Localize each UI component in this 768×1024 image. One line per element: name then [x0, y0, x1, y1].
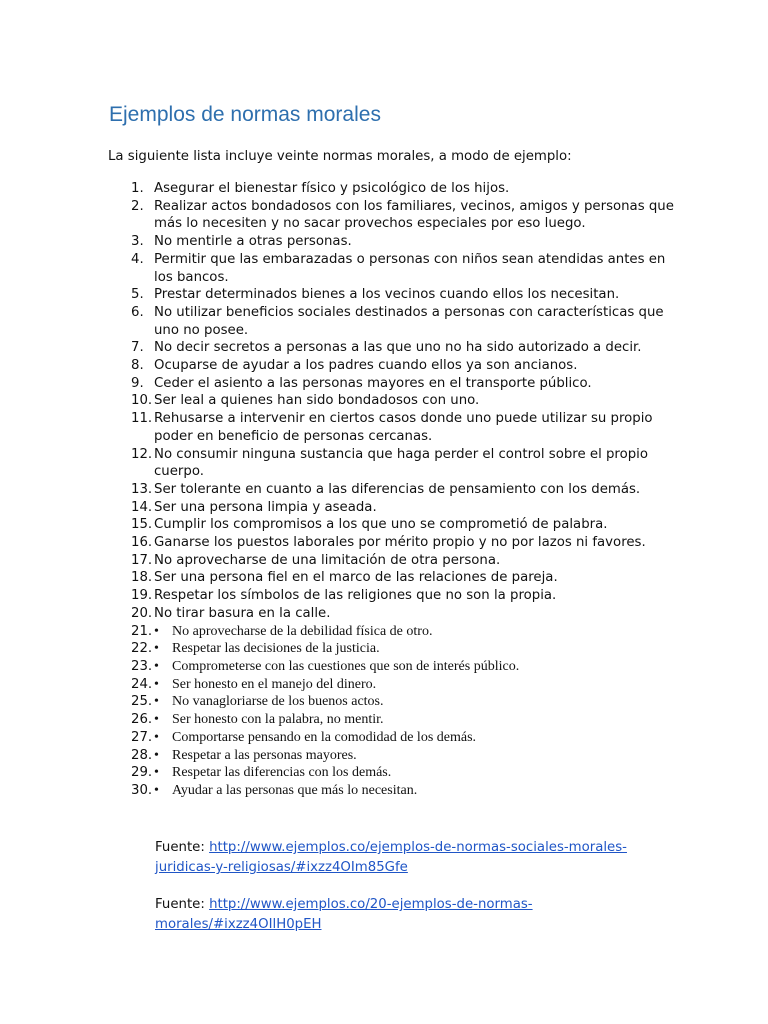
item-number: 4. [131, 251, 144, 267]
item-number: 13. [131, 481, 153, 497]
item-text: Permitir que las embarazadas o personas con niños sean atendidas antes en los bancos. [154, 251, 666, 285]
item-number: 5. [131, 287, 144, 303]
list-item [0, 676, 768, 694]
item-text: Ser una persona limpia y aseada. [154, 499, 377, 515]
bullet-icon: • [154, 658, 159, 674]
source-label: Fuente: [155, 897, 205, 912]
list-item [0, 481, 768, 499]
item-text: Ocuparse de ayudar a los padres cuando ellos ya son ancianos. [154, 358, 578, 374]
item-number: 8. [131, 358, 144, 374]
list-item [0, 764, 768, 782]
item-text: Ser leal a quienes han sido bondadosos con uno. [154, 393, 480, 409]
source-link[interactable]: http://www.ejemplos.co/ejemplos-de-normas-sociales-morales-juridicas-y-religiosas/#ixzz4OIm85Gfe [155, 840, 627, 875]
list-item [0, 587, 768, 605]
item-text: No mentirle a otras personas. [154, 234, 352, 250]
item-number: 20. [131, 605, 153, 621]
list-item [0, 180, 768, 198]
list-item [0, 729, 768, 747]
item-text: Ser honesto con la palabra, no mentir. [172, 712, 384, 728]
list-item [0, 339, 768, 357]
item-text: Respetar los símbolos de las religiones que no son la propia. [154, 588, 557, 604]
item-number: 23. [131, 658, 153, 674]
item-number: 7. [131, 340, 144, 356]
source-note [155, 895, 675, 935]
list-item [0, 198, 768, 233]
item-number: 6. [131, 304, 144, 320]
item-number: 27. [131, 729, 153, 745]
item-text: Cumplir los compromisos a los que uno se comprometió de palabra. [154, 517, 608, 533]
bullet-icon: • [154, 765, 159, 781]
source-link[interactable]: http://www.ejemplos.co/20-ejemplos-de-normas-morales/#ixzz4OIlH0pEH [155, 897, 533, 932]
source-label: Fuente: [155, 840, 205, 855]
item-text: Comportarse pensando en la comodidad de los demás. [172, 729, 477, 745]
list-item [0, 392, 768, 410]
item-number: 24. [131, 676, 153, 692]
norms-list [0, 180, 768, 800]
list-item [0, 711, 768, 729]
list-item [0, 233, 768, 251]
item-number: 25. [131, 694, 153, 710]
item-text: Respetar las diferencias con los demás. [172, 765, 392, 781]
item-text: Ganarse los puestos laborales por mérito propio y no por lazos ni favores. [154, 535, 646, 551]
list-item [0, 658, 768, 676]
item-number: 1. [131, 181, 144, 196]
item-text: Respetar a las personas mayores. [172, 747, 357, 763]
item-text: No aprovecharse de una limitación de otra persona. [154, 552, 501, 568]
bullet-icon: • [154, 747, 159, 763]
list-item [0, 605, 768, 623]
list-item [0, 569, 768, 587]
item-text: Prestar determinados bienes a los vecinos cuando ellos los necesitan. [154, 287, 620, 303]
item-number: 28. [131, 747, 153, 763]
list-item [0, 375, 768, 393]
bullet-icon: • [154, 729, 159, 745]
item-text: Rehusarse a intervenir en ciertos casos donde uno puede utilizar su propio poder en beneficio de personas cercanas. [154, 411, 653, 444]
list-item [0, 357, 768, 375]
item-number: 9. [131, 375, 144, 391]
item-text: Respetar las decisiones de la justicia. [172, 641, 380, 657]
list-item [0, 516, 768, 534]
bullet-icon: • [154, 694, 159, 710]
list-item [0, 782, 768, 800]
item-number: 17. [131, 552, 153, 568]
list-item [0, 410, 768, 445]
item-number: 11. [131, 411, 153, 427]
bullet-icon: • [154, 623, 159, 639]
item-number: 12. [131, 446, 153, 462]
item-number: 15. [131, 517, 153, 533]
intro-text: La siguiente lista incluye veinte normas morales, a modo de ejemplo: [108, 149, 572, 164]
item-number: 14. [131, 499, 153, 515]
list-item [0, 640, 768, 658]
list-item [0, 304, 768, 339]
list-item [0, 286, 768, 304]
item-text: No aprovecharse de la debilidad física de otro. [172, 623, 433, 639]
item-text: Ser una persona fiel en el marco de las relaciones de pareja. [154, 570, 558, 586]
list-item [0, 747, 768, 765]
item-number: 22. [131, 641, 153, 657]
bullet-icon: • [154, 676, 159, 692]
item-number: 16. [131, 535, 153, 551]
item-text: Ser honesto en el manejo del dinero. [172, 676, 377, 692]
item-text: No vanagloriarse de los buenos actos. [172, 694, 384, 710]
source-note [155, 838, 675, 878]
list-item [0, 499, 768, 517]
item-text: Ayudar a las personas que más lo necesitan. [172, 782, 418, 798]
item-number: 2. [131, 198, 144, 214]
item-number: 21. [131, 623, 153, 639]
list-item [0, 446, 768, 481]
bullet-icon: • [154, 641, 159, 657]
item-number: 3. [131, 234, 144, 250]
bullet-icon: • [154, 712, 159, 728]
item-text: Realizar actos bondadosos con los familiares, vecinos, amigos y personas que más lo necesiten y no sacar provechos especiales por eso luego. [154, 198, 674, 232]
item-number: 26. [131, 712, 153, 728]
item-number: 18. [131, 570, 153, 586]
list-item [0, 623, 768, 641]
item-number: 30. [131, 782, 153, 798]
list-item [0, 534, 768, 552]
item-number: 29. [131, 765, 153, 781]
item-text: No consumir ninguna sustancia que haga perder el control sobre el propio cuerpo. [154, 446, 649, 480]
item-number: 19. [131, 588, 153, 604]
list-item [0, 693, 768, 711]
list-item [0, 251, 768, 286]
item-text: Ser tolerante en cuanto a las diferencias de pensamiento con los demás. [154, 481, 641, 497]
item-text: No utilizar beneficios sociales destinados a personas con características que uno no posee. [154, 304, 664, 338]
item-text: No tirar basura en la calle. [154, 605, 331, 621]
item-text: Ceder el asiento a las personas mayores en el transporte público. [154, 375, 592, 391]
item-text: Comprometerse con las cuestiones que son de interés público. [172, 658, 520, 674]
item-number: 10. [131, 393, 153, 409]
item-text: No decir secretos a personas a las que uno no ha sido autorizado a decir. [154, 340, 642, 356]
page-title: Ejemplos de normas morales [109, 103, 381, 126]
item-text: Asegurar el bienestar físico y psicológico de los hijos. [154, 181, 510, 196]
bullet-icon: • [154, 782, 159, 798]
list-item [0, 552, 768, 570]
